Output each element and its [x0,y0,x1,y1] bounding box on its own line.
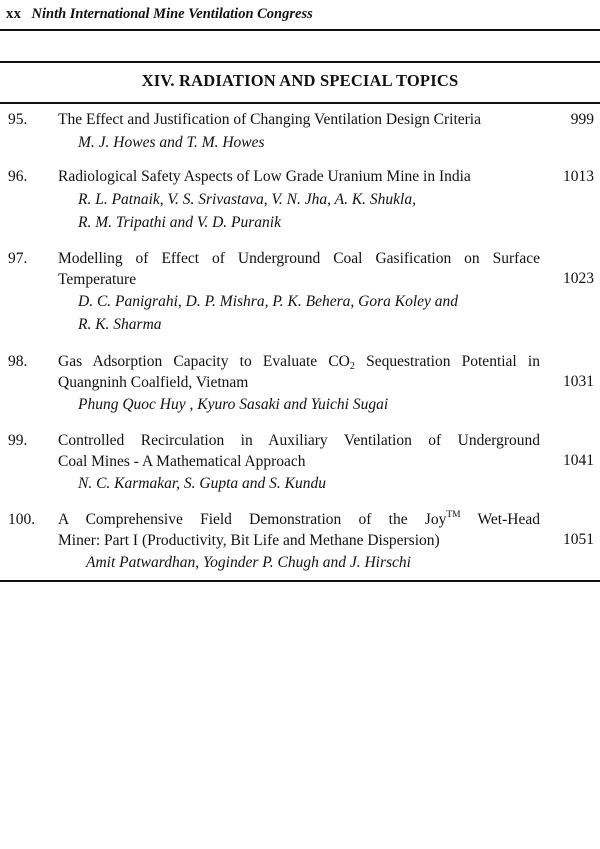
entry-title: The Effect and Justification of Changing Ventilation Design Criteria [58,111,481,128]
entry-body [58,431,540,495]
entry-number: 98. [8,353,28,370]
entry-number: 96. [8,168,28,185]
entry-title-text: A Comprehensive Field Demonstration of the Joy [58,511,447,528]
entry-page-number: 1051 [563,531,594,548]
entry-authors-line-1: R. L. Patnaik, V. S. Srivastava, V. N. Jha, A. K. Shukla, [78,190,416,208]
entry-body [58,352,540,416]
section-title: XIV. RADIATION AND SPECIAL TOPICS [141,71,459,90]
entry-page-number: 1041 [563,452,594,469]
entry-authors: Phung Quoc Huy , Kyuro Sasaki and Yuichi Sugai [78,396,389,413]
entry-authors: N. C. Karmakar, S. Gupta and S. Kundu [78,475,327,492]
entry-page-number: 1023 [563,270,594,287]
entry-authors-line-2: R. M. Tripathi and V. D. Puranik [78,213,281,231]
entry-title-line-2: Quangninh Coalfield, Vietnam [58,373,249,391]
entry-title-line-2: Coal Mines - A Mathematical Approach [58,452,306,470]
entry-body [58,249,540,336]
subscript: 2 [349,361,355,372]
running-head [6,6,313,23]
entry-page-number: 999 [570,111,594,128]
entry-number: 99. [8,432,28,449]
header-rule [0,29,600,31]
publication-title: Ninth International Mine Ventilation Congress [31,6,313,22]
section-rule-bottom [0,102,600,104]
entry-authors-line-2: R. K. Sharma [78,316,162,333]
page-folio: xx [6,6,22,22]
entry-number: 100. [8,511,36,528]
entry-title-text: Wet-Head [460,511,540,528]
entry-body [58,110,540,154]
entry-title-line-1: Controlled Recirculation in Auxiliary Ventilation of Underground [58,432,540,449]
entry-title-text: Sequestration Potential in [354,353,540,370]
entry-title: Radiological Safety Aspects of Low Grade Uranium Mine in India [58,168,471,185]
entry-page-number: 1013 [563,168,594,185]
bottom-rule [0,580,600,582]
entry-body [58,167,540,234]
entry-title-line-2: Miner: Part I (Productivity, Bit Life and Methane Dispersion) [58,531,440,549]
entry-body [58,510,540,574]
entry-title-line-1: Modelling of Effect of Underground Coal Gasification on Surface [58,250,540,267]
trademark-superscript: TM [446,510,461,520]
entry-title-line-1 [58,352,540,373]
entry-title-line-2: Temperature [58,270,137,288]
section-rule-top [0,61,600,63]
entry-title-line-1 [58,510,540,531]
entry-page-number: 1031 [563,373,594,390]
entry-authors: M. J. Howes and T. M. Howes [78,133,265,151]
entry-title-text: Gas Adsorption Capacity to Evaluate CO [58,353,350,370]
entry-number: 97. [8,250,28,267]
entry-number: 95. [8,111,28,128]
entry-authors-line-1: D. C. Panigrahi, D. P. Mishra, P. K. Behera, Gora Koley and [78,293,459,310]
entry-authors: Amit Patwardhan, Yoginder P. Chugh and J. Hirschi [86,554,411,571]
